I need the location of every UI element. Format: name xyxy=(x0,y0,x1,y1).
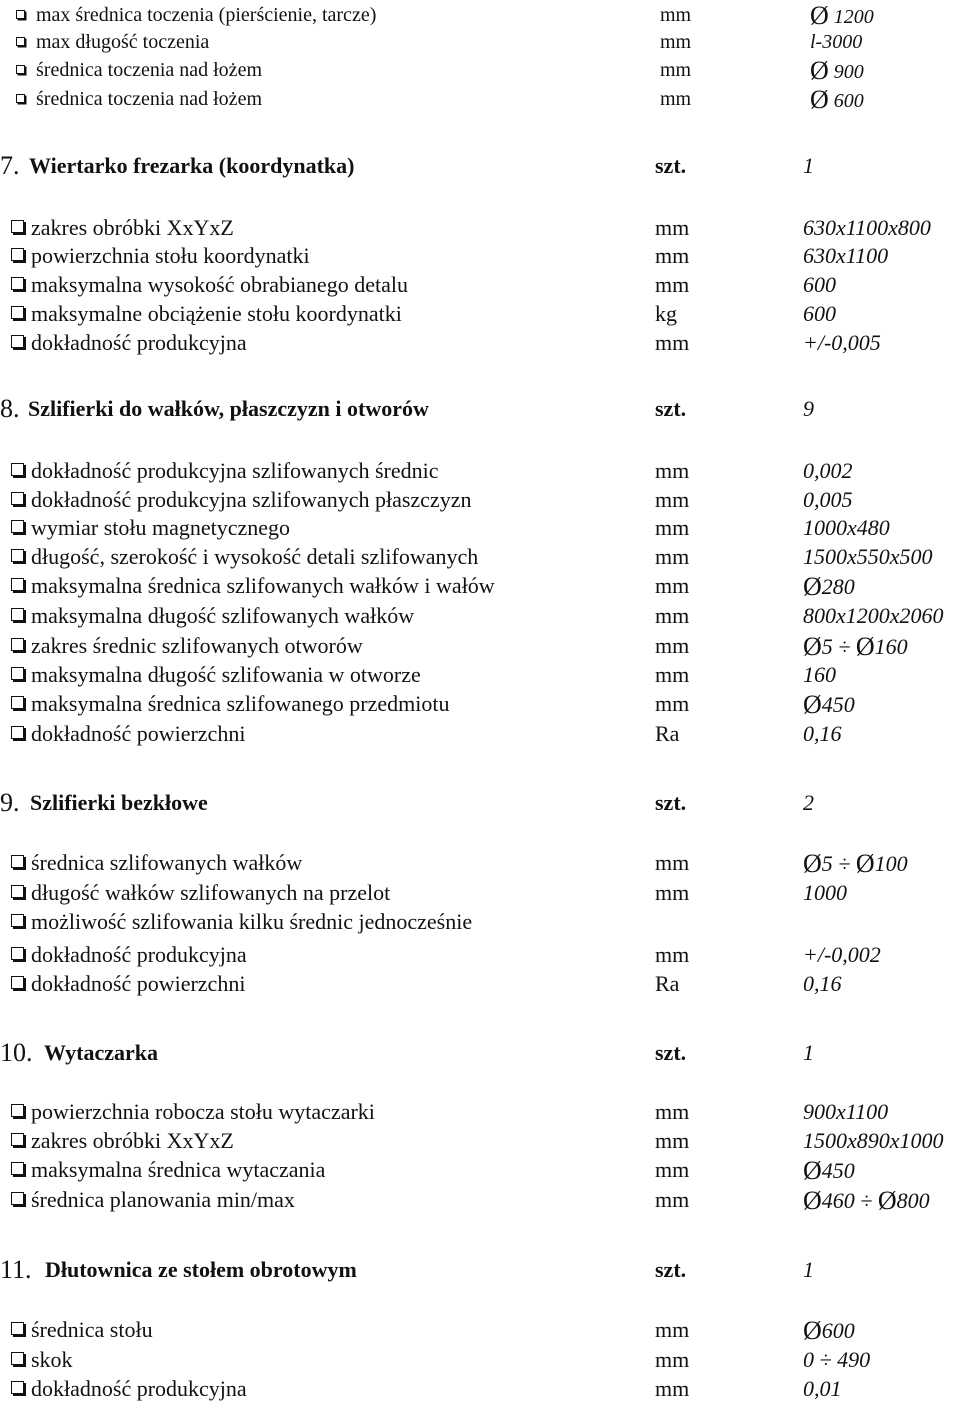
checkbox-bullet-icon xyxy=(11,638,24,651)
spec-label: długość, szerokość i wysokość detali szlifowanych xyxy=(31,544,479,569)
diameter-symbol: Ø xyxy=(877,1186,897,1215)
spec-label: dokładność produkcyjna szlifowanych płaszczyzn xyxy=(31,487,472,512)
spec-unit: Ra xyxy=(655,721,680,746)
diameter-symbol: Ø xyxy=(803,1316,822,1345)
checkbox-bullet-icon xyxy=(11,1352,24,1365)
section-unit: szt. xyxy=(655,396,687,421)
spec-row xyxy=(0,631,960,661)
spec-value: 800x1200x2060 xyxy=(803,603,944,628)
section-number: 9. xyxy=(0,788,20,817)
spec-label: dokładność produkcyjna xyxy=(31,1376,247,1401)
spec-label: max średnica toczenia (pierścienie, tarcze) xyxy=(36,4,377,26)
spec-unit: mm xyxy=(655,942,690,967)
spec-value: 600 xyxy=(803,301,836,326)
spec-row xyxy=(0,660,960,690)
spec-value: 900x1100 xyxy=(803,1099,889,1124)
checkbox-bullet-icon xyxy=(11,914,24,927)
spec-label: maksymalna średnica szlifowanych wałków i wałów xyxy=(31,573,495,598)
checkbox-bullet-icon xyxy=(11,463,24,476)
spec-row xyxy=(0,328,960,358)
spec-label: maksymalna długość szlifowanych wałków xyxy=(31,603,415,628)
spec-row xyxy=(0,542,960,572)
spec-row xyxy=(0,1185,960,1215)
spec-unit: mm xyxy=(655,1347,690,1372)
spec-label: średnica toczenia nad łożem xyxy=(36,59,262,81)
spec-value: 1500x890x1000 xyxy=(803,1128,944,1153)
spec-value: Ø600 xyxy=(803,1316,855,1345)
spec-row xyxy=(0,27,960,57)
diameter-symbol: Ø xyxy=(810,56,829,85)
spec-label: dokładność powierzchni xyxy=(31,721,246,746)
spec-unit: mm xyxy=(655,1317,690,1342)
spec-unit: mm xyxy=(655,1187,690,1212)
spec-label: maksymalna średnica szlifowanego przedmiotu xyxy=(31,691,450,716)
spec-label: średnica toczenia nad łożem xyxy=(36,88,262,110)
spec-unit: mm xyxy=(655,1376,690,1401)
checkbox-bullet-icon xyxy=(11,608,24,621)
spec-value: 0,002 xyxy=(803,458,853,483)
spec-label: skok xyxy=(31,1347,73,1372)
spec-value: Ø450 xyxy=(803,690,855,719)
spec-row xyxy=(0,848,960,878)
spec-unit: mm xyxy=(655,515,690,540)
spec-value: 630x1100x800 xyxy=(803,215,931,240)
spec-label: możliwość szlifowania kilku średnic jednocześnie xyxy=(31,909,473,934)
checkbox-bullet-icon xyxy=(16,65,25,74)
section-count: 1 xyxy=(803,1257,814,1282)
checkbox-bullet-icon xyxy=(11,1381,24,1394)
diameter-symbol: Ø xyxy=(803,632,822,661)
spec-row xyxy=(0,456,960,486)
spec-label: dokładność powierzchni xyxy=(31,971,246,996)
checkbox-bullet-icon xyxy=(11,549,24,562)
checkbox-bullet-icon xyxy=(11,1162,24,1175)
spec-row xyxy=(0,907,960,937)
spec-row xyxy=(0,689,960,719)
spec-row xyxy=(0,571,960,601)
checkbox-bullet-icon xyxy=(11,335,24,348)
diameter-symbol: Ø xyxy=(855,849,875,878)
diameter-symbol: Ø xyxy=(810,1,829,30)
section-unit: szt. xyxy=(655,1040,687,1065)
spec-row xyxy=(0,1315,960,1345)
spec-unit: mm xyxy=(655,691,690,716)
section-number: 10. xyxy=(0,1038,33,1067)
spec-value: Ø460 ÷ Ø800 xyxy=(803,1186,930,1215)
section-title: Szlifierki do wałków, płaszczyzn i otworów xyxy=(28,396,429,421)
checkbox-bullet-icon xyxy=(11,306,24,319)
spec-row xyxy=(0,213,960,243)
spec-value: Ø5 ÷ Ø160 xyxy=(803,632,908,661)
checkbox-bullet-icon xyxy=(11,667,24,680)
checkbox-bullet-icon xyxy=(11,976,24,989)
spec-label: długość wałków szlifowanych na przelot xyxy=(31,880,391,905)
diameter-symbol: Ø xyxy=(803,1156,822,1185)
checkbox-bullet-icon xyxy=(11,885,24,898)
spec-value: 630x1100 xyxy=(803,243,889,268)
section-count: 1 xyxy=(803,1040,814,1065)
section-count: 9 xyxy=(803,396,814,421)
checkbox-bullet-icon xyxy=(11,1192,24,1205)
spec-label: powierzchnia robocza stołu wytaczarki xyxy=(31,1099,375,1124)
diameter-symbol: Ø xyxy=(810,85,829,114)
section-number: 11. xyxy=(0,1255,32,1284)
spec-row xyxy=(0,719,960,749)
spec-unit: mm xyxy=(655,662,690,687)
spec-value: 1500x550x500 xyxy=(803,544,933,569)
section-heading xyxy=(0,1251,960,1285)
spec-value: 1000x480 xyxy=(803,515,890,540)
section-count: 2 xyxy=(803,790,814,815)
spec-row xyxy=(0,55,960,85)
spec-unit: mm xyxy=(655,850,690,875)
spec-label: wymiar stołu magnetycznego xyxy=(31,515,291,540)
spec-unit: mm xyxy=(655,487,690,512)
spec-value: Ø 1200 xyxy=(810,1,874,30)
spec-value: +/-0,005 xyxy=(803,330,881,355)
spec-value: Ø280 xyxy=(803,572,855,601)
spec-unit: mm xyxy=(655,215,690,240)
section-heading xyxy=(0,390,960,424)
checkbox-bullet-icon xyxy=(11,1322,24,1335)
spec-row xyxy=(0,940,960,970)
section-title: Szlifierki bezkłowe xyxy=(30,790,208,815)
spec-value: Ø450 xyxy=(803,1156,855,1185)
spec-unit: mm xyxy=(655,603,690,628)
spec-unit: mm xyxy=(655,1099,690,1124)
checkbox-bullet-icon xyxy=(11,855,24,868)
checkbox-bullet-icon xyxy=(11,220,24,233)
section-unit: szt. xyxy=(655,153,687,178)
checkbox-bullet-icon xyxy=(11,277,24,290)
spec-value: 0,16 xyxy=(803,971,842,996)
spec-unit: mm xyxy=(660,4,692,26)
spec-value: 0,01 xyxy=(803,1376,842,1401)
spec-value: +/-0,002 xyxy=(803,942,881,967)
spec-row xyxy=(0,299,960,329)
spec-value: 160 xyxy=(803,662,836,687)
spec-row xyxy=(0,485,960,515)
spec-value: 0,005 xyxy=(803,487,853,512)
spec-label: maksymalna średnica wytaczania xyxy=(31,1157,326,1182)
checkbox-bullet-icon xyxy=(11,578,24,591)
spec-value: 0,16 xyxy=(803,721,842,746)
spec-label: maksymalna wysokość obrabianego detalu xyxy=(31,272,408,297)
diameter-symbol: Ø xyxy=(855,632,875,661)
section-number: 8. xyxy=(0,394,20,423)
spec-label: dokładność produkcyjna xyxy=(31,330,247,355)
checkbox-bullet-icon xyxy=(11,1133,24,1146)
spec-label: dokładność produkcyjna xyxy=(31,942,247,967)
spec-unit: mm xyxy=(655,1128,690,1153)
checkbox-bullet-icon xyxy=(11,696,24,709)
spec-unit: Ra xyxy=(655,971,680,996)
spec-unit: mm xyxy=(655,458,690,483)
spec-unit: mm xyxy=(655,573,690,598)
spec-label: dokładność produkcyjna szlifowanych średnic xyxy=(31,458,439,483)
spec-label: powierzchnia stołu koordynatki xyxy=(31,243,310,268)
spec-value: Ø 600 xyxy=(810,85,864,114)
spec-label: zakres obróbki XxYxZ xyxy=(31,215,234,240)
section-title: Wytaczarka xyxy=(44,1040,159,1065)
spec-row xyxy=(0,513,960,543)
spec-label: średnica planowania min/max xyxy=(31,1187,295,1212)
checkbox-bullet-icon xyxy=(11,1104,24,1117)
spec-label: maksymalna długość szlifowania w otworze xyxy=(31,662,421,687)
spec-row xyxy=(0,1155,960,1185)
diameter-symbol: Ø xyxy=(803,1186,822,1215)
spec-value: Ø 900 xyxy=(810,56,864,85)
spec-unit: mm xyxy=(655,544,690,569)
spec-label: zakres średnic szlifowanych otworów xyxy=(31,633,363,658)
spec-value: Ø5 ÷ Ø100 xyxy=(803,849,908,878)
spec-row xyxy=(0,1126,960,1156)
spec-value: 0 ÷ 490 xyxy=(803,1347,871,1372)
spec-unit: mm xyxy=(660,31,692,53)
spec-unit: mm xyxy=(660,59,692,81)
spec-unit: kg xyxy=(655,301,677,326)
checkbox-bullet-icon xyxy=(11,947,24,960)
checkbox-bullet-icon xyxy=(11,492,24,505)
spec-label: maksymalne obciążenie stołu koordynatki xyxy=(31,301,402,326)
spec-row xyxy=(0,878,960,908)
spec-label: średnica stołu xyxy=(31,1317,153,1342)
spec-value: 1000 xyxy=(803,880,847,905)
section-unit: szt. xyxy=(655,790,687,815)
diameter-symbol: Ø xyxy=(803,572,822,601)
section-title: Dłutownica ze stołem obrotowym xyxy=(45,1257,357,1282)
diameter-symbol: Ø xyxy=(803,849,822,878)
checkbox-bullet-icon xyxy=(11,248,24,261)
spec-label: zakres obróbki XxYxZ xyxy=(31,1128,234,1153)
section-heading xyxy=(0,1034,960,1068)
spec-unit: mm xyxy=(655,633,690,658)
spec-unit: mm xyxy=(660,88,692,110)
spec-row xyxy=(0,1345,960,1375)
spec-row xyxy=(0,241,960,271)
diameter-symbol: Ø xyxy=(803,690,822,719)
spec-row xyxy=(0,1097,960,1127)
section-unit: szt. xyxy=(655,1257,687,1282)
section-heading xyxy=(0,147,960,181)
spec-row xyxy=(0,270,960,300)
spec-unit: mm xyxy=(655,330,690,355)
spec-row xyxy=(0,969,960,999)
spec-row xyxy=(0,84,960,114)
checkbox-bullet-icon xyxy=(16,10,25,19)
spec-label: średnica szlifowanych wałków xyxy=(31,850,303,875)
section-heading xyxy=(0,784,960,818)
section-number: 7. xyxy=(0,151,20,180)
checkbox-bullet-icon xyxy=(11,726,24,739)
section-title: Wiertarko frezarka (koordynatka) xyxy=(29,153,355,178)
spec-row xyxy=(0,1374,960,1404)
spec-row xyxy=(0,0,960,30)
checkbox-bullet-icon xyxy=(11,520,24,533)
section-count: 1 xyxy=(803,153,814,178)
checkbox-bullet-icon xyxy=(16,37,25,46)
spec-unit: mm xyxy=(655,1157,690,1182)
spec-unit: mm xyxy=(655,272,690,297)
spec-value: 600 xyxy=(803,272,836,297)
spec-unit: mm xyxy=(655,243,690,268)
spec-value: l-3000 xyxy=(810,31,863,53)
spec-unit: mm xyxy=(655,880,690,905)
spec-label: max długość toczenia xyxy=(36,31,210,53)
checkbox-bullet-icon xyxy=(16,94,25,103)
spec-row xyxy=(0,601,960,631)
